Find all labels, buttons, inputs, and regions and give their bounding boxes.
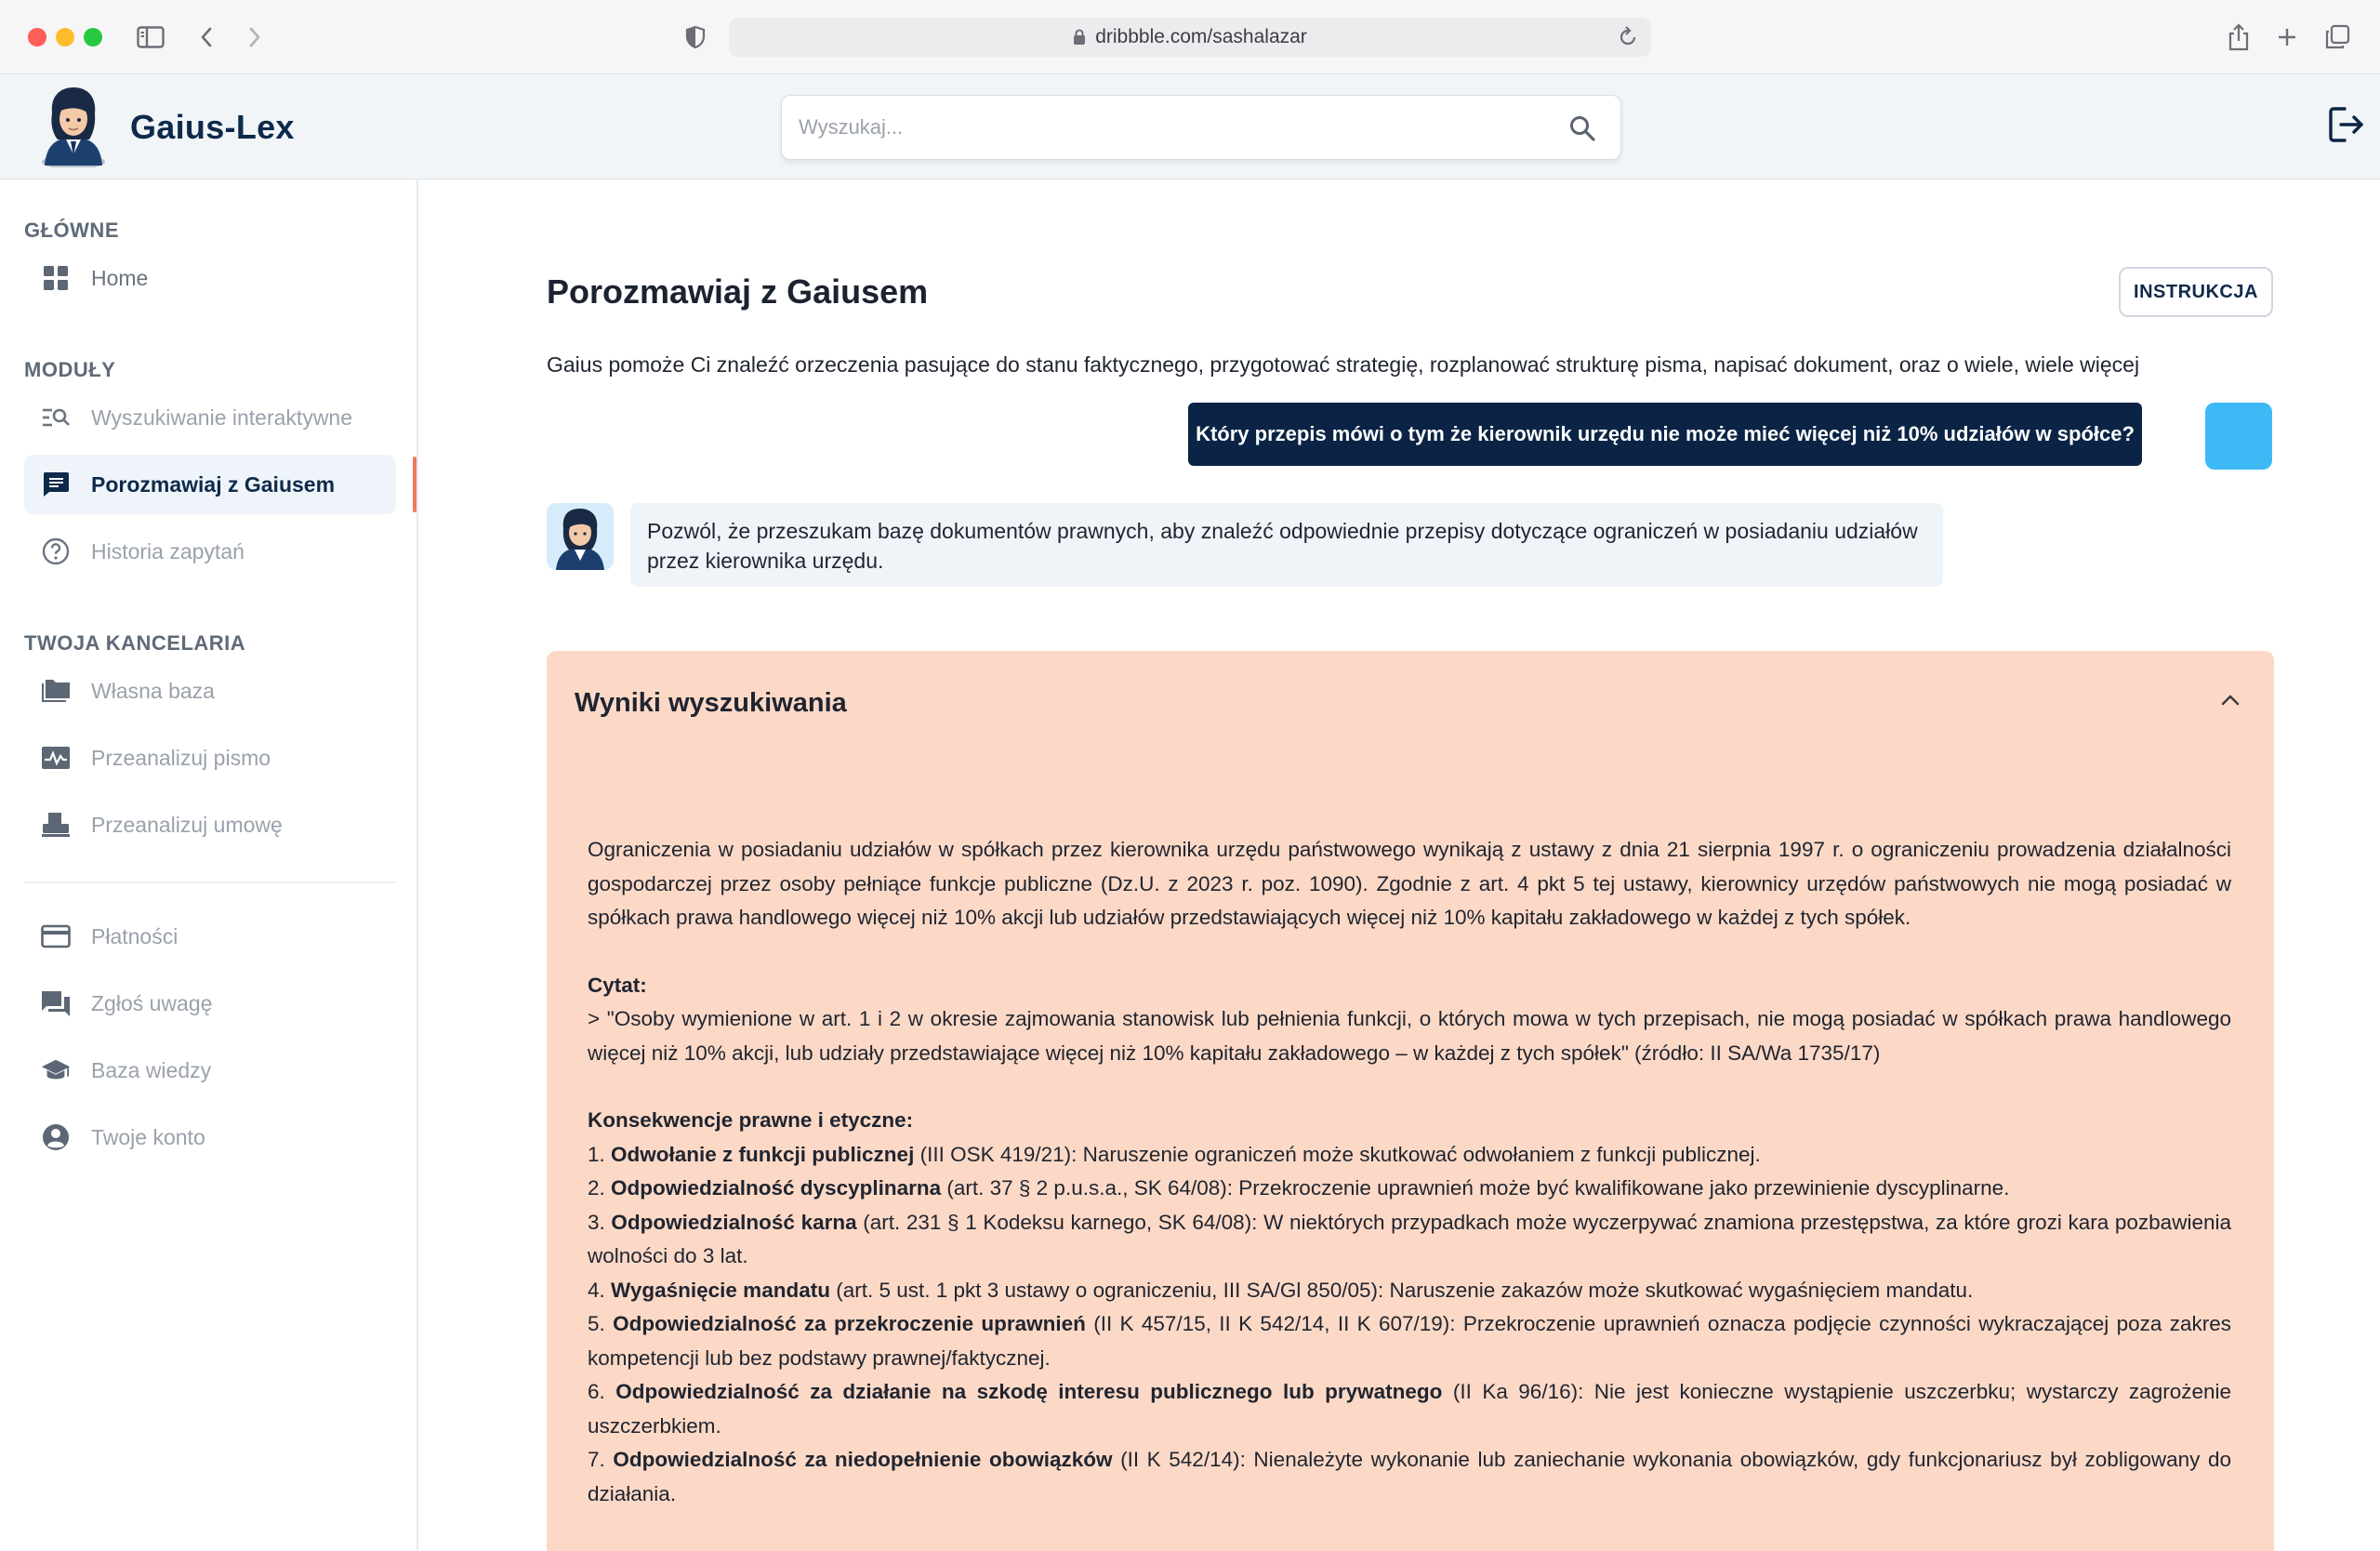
sidebar-item-knowledge-base[interactable] [24, 1041, 396, 1100]
consequence-item: 5. Odpowiedzialność za przekroczenie uprawnień (II K 457/15, II K 542/14, II K 607/19): Przekroczenie uprawnień oznacza podjęcie czynności wykraczającej poza zakres kompetencji lub bez podstawy prawnej/faktycznej. [588, 1312, 2231, 1370]
results-quote: > "Osoby wymienione w art. 1 i 2 w okresie zajmowania stanowisk lub pełnienia funkcji, o których mowa w tych przepisach, nie mogą posiadać w spółkach prawa handlowego więcej niż 10% akcji, lub udziały przedstawiające więcej niż 10% kapitału zakładowego – w każdej z tych spółek" (źródło: II SA/Wa 1735/17) [588, 1007, 2231, 1065]
consequence-item: 2. Odpowiedzialność dyscyplinarna (art. 37 § 2 p.u.s.a., SK 64/08): Przekroczenie uprawnień może być kwalifikowane jako przewinienie dyscyplinarne. [588, 1176, 2010, 1200]
close-window-button[interactable] [28, 28, 46, 46]
sidebar-item-label: Przeanalizuj pismo [91, 745, 271, 770]
sidebar-item-chat[interactable] [24, 455, 396, 514]
app-header [0, 74, 2380, 179]
results-title: Wyniki wyszukiwania [575, 688, 847, 718]
sidebar-item-home[interactable] [24, 248, 396, 308]
chevron-right-icon[interactable] [238, 20, 271, 54]
sidebar-item-analyze-contract[interactable] [24, 795, 396, 855]
chevron-left-icon[interactable] [190, 20, 223, 54]
tabs-icon[interactable] [2320, 20, 2354, 54]
user-message-text: Który przepis mówi o tym że kierownik urzędu nie może mieć więcej niż 10% udziałów w spółce? [1196, 422, 2135, 445]
search-box[interactable] [781, 95, 1621, 160]
url-text: dribbble.com/sashalazar [1095, 26, 1307, 47]
sidebar-divider [24, 882, 396, 883]
intro-text: Gaius pomoże Ci znaleźć orzeczenia pasujące do stanu faktycznego, przygotować strategię, rozplanować strukturę pisma, napisać dokument, oraz o wiele, wiele więcej [547, 352, 2140, 377]
search-results-panel [547, 651, 2274, 1551]
gaius-logo-avatar[interactable] [37, 86, 110, 167]
sidebar-item-label: Twoje konto [91, 1124, 205, 1149]
consequences-label: Konsekwencje prawne i etyczne: [588, 1108, 914, 1132]
sidebar [0, 179, 418, 1551]
section-title-main: GŁÓWNE [24, 219, 119, 242]
search-input[interactable] [799, 96, 1542, 159]
sidebar-icon[interactable] [134, 20, 167, 54]
sidebar-item-payments[interactable] [24, 907, 396, 966]
quote-label: Cytat: [588, 973, 647, 997]
section-title-office: TWOJA KANCELARIA [24, 631, 246, 655]
chevron-up-icon[interactable] [2220, 694, 2241, 707]
maximize-window-button[interactable] [84, 28, 102, 46]
sidebar-item-own-base[interactable] [24, 661, 396, 721]
graduation-cap-icon [41, 1055, 71, 1085]
share-icon[interactable] [2222, 20, 2255, 54]
page-title: Porozmawiaj z Gaiusem [547, 272, 929, 311]
sidebar-item-interactive-search[interactable] [24, 388, 396, 447]
plus-icon[interactable] [2270, 20, 2304, 54]
instructions-button[interactable]: INSTRUKCJA [2119, 267, 2273, 317]
results-body [588, 833, 2231, 1511]
sidebar-item-label: Wyszukiwanie interaktywne [91, 404, 353, 430]
search-icon[interactable] [1568, 114, 1596, 142]
sidebar-item-label: Baza wiedzy [91, 1057, 212, 1082]
sidebar-item-label: Zgłoś uwagę [91, 990, 213, 1015]
browser-toolbar [0, 0, 2380, 74]
reload-icon[interactable] [1618, 26, 1638, 48]
lock-icon [1073, 29, 1086, 46]
shield-icon[interactable] [679, 20, 712, 54]
consequence-item: 4. Wygaśnięcie mandatu (art. 5 ust. 1 pkt 3 ustawy o ograniczeniu, III SA/Gl 850/05): Naruszenie zakazów może skutkować wygaśnięciem mandatu. [588, 1278, 1974, 1302]
address-bar[interactable] [729, 18, 1651, 57]
logout-icon[interactable] [2326, 104, 2367, 145]
forum-icon [41, 988, 71, 1018]
printer-icon [41, 810, 71, 840]
sidebar-item-feedback[interactable] [24, 974, 396, 1033]
brand-name[interactable]: Gaius-Lex [130, 108, 295, 146]
sidebar-item-history[interactable] [24, 522, 396, 581]
sidebar-item-label: Płatności [91, 923, 178, 948]
user-avatar [2205, 403, 2272, 470]
main-content [420, 179, 2380, 1551]
sidebar-item-label: Home [91, 265, 149, 290]
bot-avatar [547, 503, 614, 570]
consequence-item: 1. Odwołanie z funkcji publicznej (III OSK 419/21): Naruszenie ograniczeń może skutkować odwołaniem z funkcji publicznej. [588, 1142, 1761, 1166]
chat-icon [41, 470, 71, 499]
grid-icon [41, 263, 71, 293]
sidebar-item-account[interactable] [24, 1107, 396, 1167]
folder-icon [41, 676, 71, 706]
consequence-item: 7. Odpowiedzialność za niedopełnienie obowiązków (II K 542/14): Nienależyte wykonanie lub zaniechanie wykonania obowiązków, gdy funkcjonariusz był zobligowany do działania. [588, 1448, 2231, 1505]
section-title-modules: MODUŁY [24, 358, 116, 381]
sidebar-item-label: Przeanalizuj umowę [91, 812, 283, 837]
results-summary: Ograniczenia w posiadaniu udziałów w spółkach przez kierownika urzędu państwowego wynikają z ustawy z dnia 21 sierpnia 1997 r. o ograniczeniu prowadzenia działalności gospodarczej przez osoby pełniące funkcje publiczne (Dz.U. z 2023 r. poz. 1090). Zgodnie z art. 4 pkt 5 tej ustawy, kierownicy urzędów państwowych nie mogą posiadać w spółkach prawa handlowego więcej niż 10% akcji lub udziałów przedstawiających więcej niż 10% kapitału zakładowego w każdej z tych spółek. [588, 838, 2231, 929]
pulse-icon [41, 743, 71, 773]
sidebar-item-label: Własna baza [91, 678, 215, 703]
help-circle-icon [41, 537, 71, 566]
sidebar-item-analyze-letter[interactable] [24, 728, 396, 788]
bot-message-bubble [630, 503, 1943, 587]
minimize-window-button[interactable] [56, 28, 74, 46]
user-message-bubble [1188, 403, 2142, 466]
consequence-item: 3. Odpowiedzialność karna (art. 231 § 1 Kodeksu karnego, SK 64/08): W niektórych przypadkach może wyczerpywać znamiona przestępstwa, za które grozi kara pozbawienia wolności do 3 lat. [588, 1210, 2231, 1267]
sidebar-item-label: Porozmawiaj z Gaiusem [91, 471, 336, 497]
active-indicator [413, 457, 416, 512]
bot-message-text: Pozwól, że przeszukam bazę dokumentów prawnych, aby znaleźć odpowiednie przepisy dotyczące ograniczeń w posiadaniu udziałów przez kierownika urzędu. [647, 519, 1918, 573]
user-circle-icon [41, 1122, 71, 1152]
search-list-icon [41, 403, 71, 432]
credit-card-icon [41, 921, 71, 951]
sidebar-item-label: Historia zapytań [91, 538, 245, 563]
consequence-item: 6. Odpowiedzialność za działanie na szkodę interesu publicznego lub prywatnego (II Ka 96/16): Nie jest konieczne wystąpienie uszczerbku; wystarczy zagrożenie uszczerbkiem. [588, 1380, 2232, 1438]
